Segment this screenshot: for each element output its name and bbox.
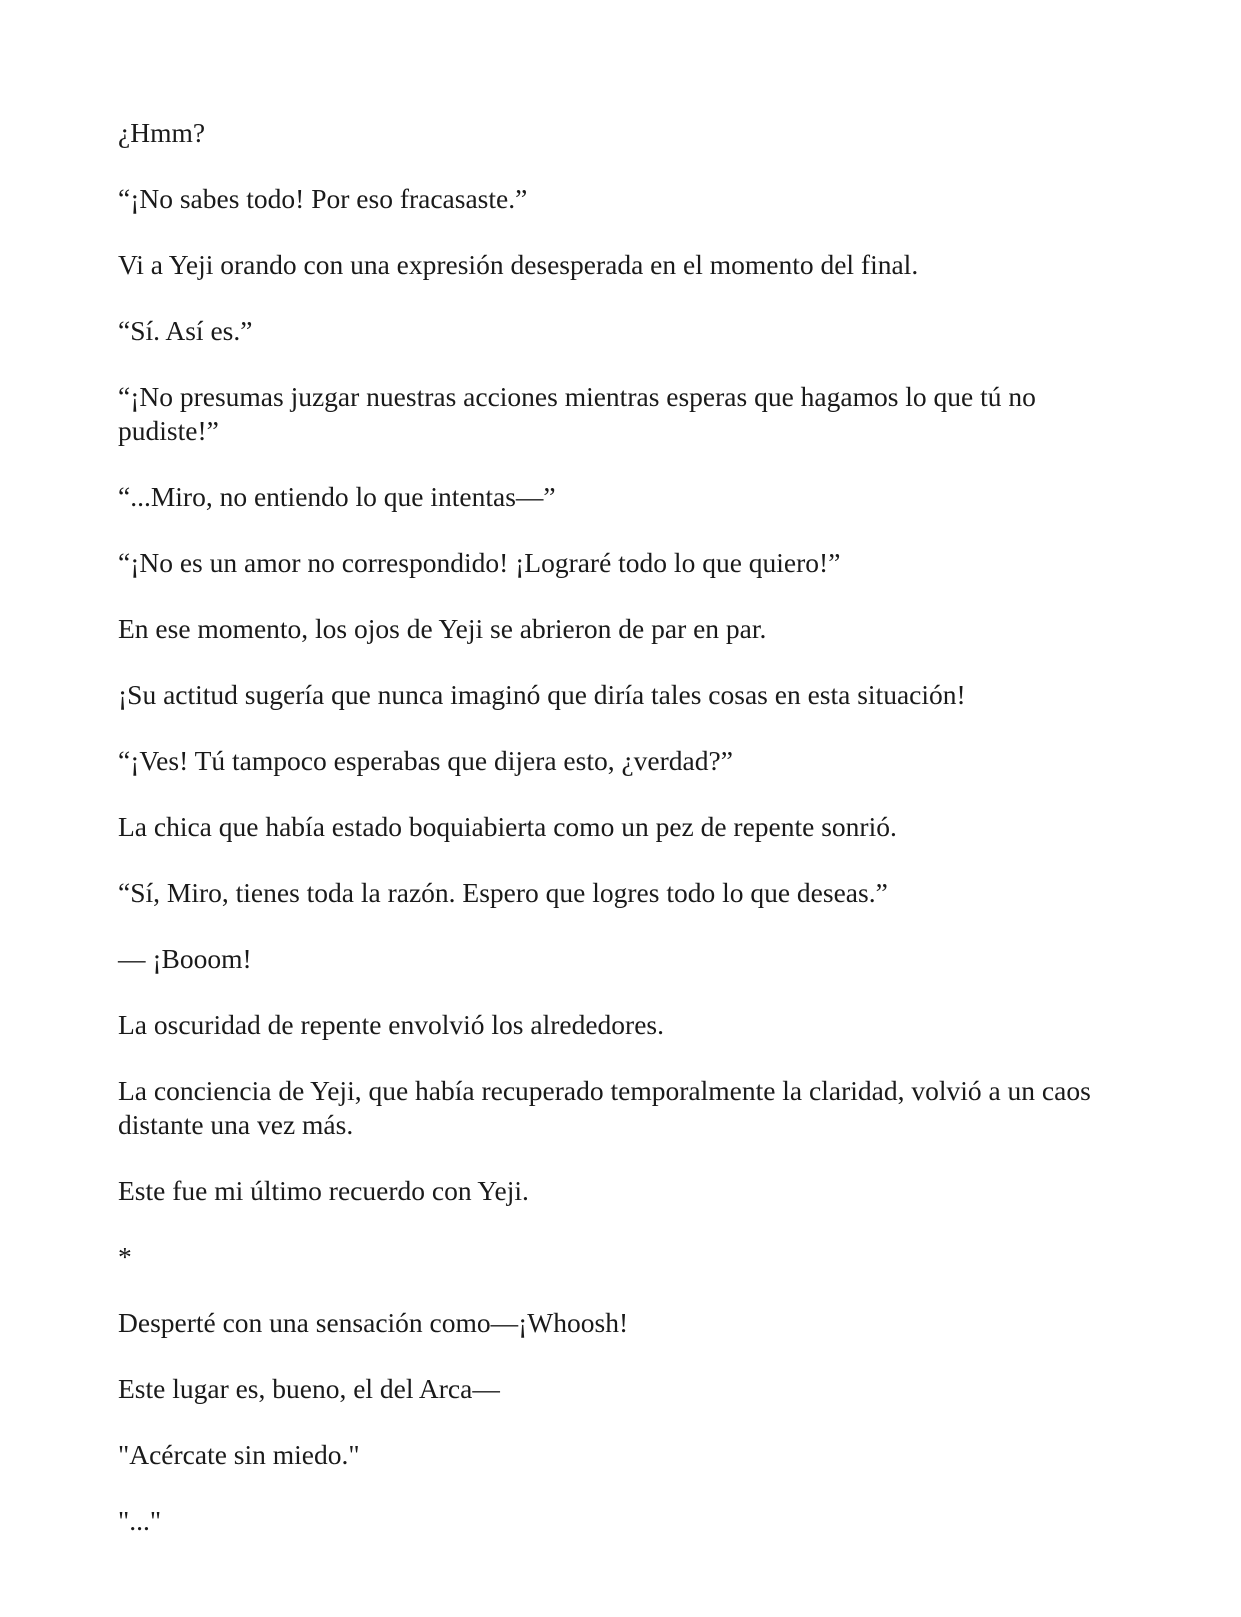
paragraph: “¡Ves! Tú tampoco esperabas que dijera esto, ¿verdad?” [118, 745, 733, 776]
paragraph: La conciencia de Yeji, que había recuperado temporalmente la claridad, volvió a un caos distante una vez más. [118, 1075, 1098, 1140]
paragraph: Este lugar es, bueno, el del Arca— [118, 1373, 500, 1404]
paragraph: Desperté con una sensación como—¡Whoosh! [118, 1307, 629, 1338]
paragraph: “Sí. Así es.” [118, 315, 253, 346]
paragraph: ¿Hmm? [118, 117, 206, 148]
scene-break: * [118, 1241, 132, 1272]
paragraph: ¡Su actitud sugería que nunca imaginó que diría tales cosas en esta situación! [118, 679, 966, 710]
paragraph: "..." [118, 1505, 162, 1536]
paragraph: “Sí, Miro, tienes toda la razón. Espero que logres todo lo que deseas.” [118, 877, 888, 908]
paragraph: En ese momento, los ojos de Yeji se abrieron de par en par. [118, 613, 767, 644]
paragraph: Vi a Yeji orando con una expresión desesperada en el momento del final. [118, 249, 919, 280]
paragraph: La chica que había estado boquiabierta como un pez de repente sonrió. [118, 811, 897, 842]
paragraph: — ¡Booom! [118, 943, 252, 974]
paragraph: “¡No sabes todo! Por eso fracasaste.” [118, 183, 528, 214]
paragraph: “¡No presumas juzgar nuestras acciones mientras esperas que hagamos lo que tú no pudiste!” [118, 381, 1043, 446]
paragraph: "Acércate sin miedo." [118, 1439, 360, 1470]
paragraph: “...Miro, no entiendo lo que intentas—” [118, 481, 556, 512]
document-body [118, 116, 1128, 1570]
paragraph: La oscuridad de repente envolvió los alrededores. [118, 1009, 664, 1040]
paragraph: “¡No es un amor no correspondido! ¡Lograré todo lo que quiero!” [118, 547, 841, 578]
paragraph: Este fue mi último recuerdo con Yeji. [118, 1175, 529, 1206]
